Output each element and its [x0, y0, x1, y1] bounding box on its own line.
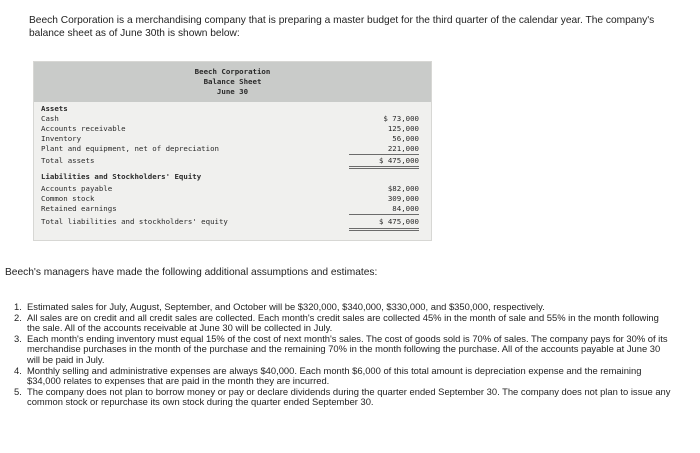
ap-label: Accounts payable — [41, 184, 113, 193]
assumption-item — [14, 366, 674, 387]
assumption-number: 1. — [14, 301, 22, 312]
common-stock-value: 309,000 — [387, 194, 419, 203]
liabilities-heading: Liabilities and Stockholders' Equity — [41, 172, 202, 181]
liabilities-subtotal-rule — [349, 214, 419, 215]
statement-date: June 30 — [216, 87, 249, 96]
total-assets-row — [41, 156, 419, 166]
ap-row — [41, 184, 419, 194]
retained-earnings-row — [41, 204, 419, 214]
total-le-label: Total liabilities and stockholders' equity — [41, 217, 228, 226]
common-stock-row — [41, 194, 419, 204]
assumption-number: 4. — [14, 364, 22, 376]
assets-heading-row — [41, 104, 419, 114]
ar-label: Accounts receivable — [41, 124, 126, 133]
total-le-double-rule — [349, 228, 419, 231]
ar-value: 125,000 — [387, 124, 419, 133]
inventory-value: 56,000 — [392, 134, 419, 143]
cash-value: $ 73,000 — [383, 114, 419, 123]
liabilities-heading-row — [41, 172, 419, 182]
total-le-row — [41, 217, 419, 227]
total-assets-label: Total assets — [41, 156, 95, 165]
ap-value: $82,000 — [387, 184, 419, 193]
assets-heading: Assets — [41, 104, 68, 113]
assets-subtotal-rule — [349, 154, 419, 155]
total-assets-value: $ 475,000 — [378, 156, 419, 165]
ppe-row — [41, 144, 419, 154]
assumption-text: Each month's ending inventory must equal 15% of the cost of next month's sales. The cost of goods sold is 70% of sales. The company pays for 30% of its merchandise purchases in the month of the purchase and the remaining 70% in the month following the purchase. All of the accounts payable at June 30 will be paid in July. — [27, 332, 668, 365]
ar-row — [41, 124, 419, 134]
total-assets-double-rule — [349, 166, 419, 169]
retained-earnings-value: 84,000 — [392, 204, 419, 213]
assumption-text: The company does not plan to borrow money or pay or declare dividends during the quarter ended September 30. The company does not plan to issue any common stock or repurchase its own stock during the quarter ended September 30. — [27, 385, 671, 408]
assumption-number: 3. — [14, 332, 22, 344]
balance-sheet-header — [34, 62, 431, 102]
assumption-number: 5. — [14, 385, 22, 397]
company-name: Beech Corporation — [194, 67, 271, 76]
assumptions-lead: Beech's managers have made the following additional assumptions and estimates: — [5, 267, 378, 278]
balance-sheet — [33, 61, 432, 241]
inventory-label: Inventory — [41, 134, 82, 143]
assumption-text: Estimated sales for July, August, September, and October will be $320,000, $340,000, $330,000, and $350,000, respectively. — [27, 301, 545, 312]
statement-title: Balance Sheet — [203, 77, 262, 86]
ppe-value: 221,000 — [387, 144, 419, 153]
assumption-item — [14, 387, 674, 408]
assumption-text: All sales are on credit and all credit sales are collected. Each month's credit sales are collected 45% in the month of sale and 55% in the month following the sale. All of the accounts receivable at June 30 will be collected in July. — [27, 311, 659, 334]
assumption-item — [14, 313, 674, 334]
assumptions-list — [14, 302, 674, 408]
retained-earnings-label: Retained earnings — [41, 204, 117, 213]
assumption-number: 2. — [14, 311, 22, 323]
cash-row — [41, 114, 419, 124]
cash-label: Cash — [41, 114, 59, 123]
total-le-value: $ 475,000 — [378, 217, 419, 226]
assumption-item — [14, 334, 674, 366]
common-stock-label: Common stock — [41, 194, 95, 203]
assumption-text: Monthly selling and administrative expenses are always $40,000. Each month $6,000 of this total amount is depreciation expense and the remaining $34,000 relates to expenses that are paid in the month they are incurred. — [27, 364, 642, 387]
intro-paragraph: Beech Corporation is a merchandising company that is preparing a master budget for the third quarter of the calendar year. The company's balance sheet as of June 30th is shown below: — [29, 15, 655, 39]
ppe-label: Plant and equipment, net of depreciation — [41, 144, 219, 153]
inventory-row — [41, 134, 419, 144]
